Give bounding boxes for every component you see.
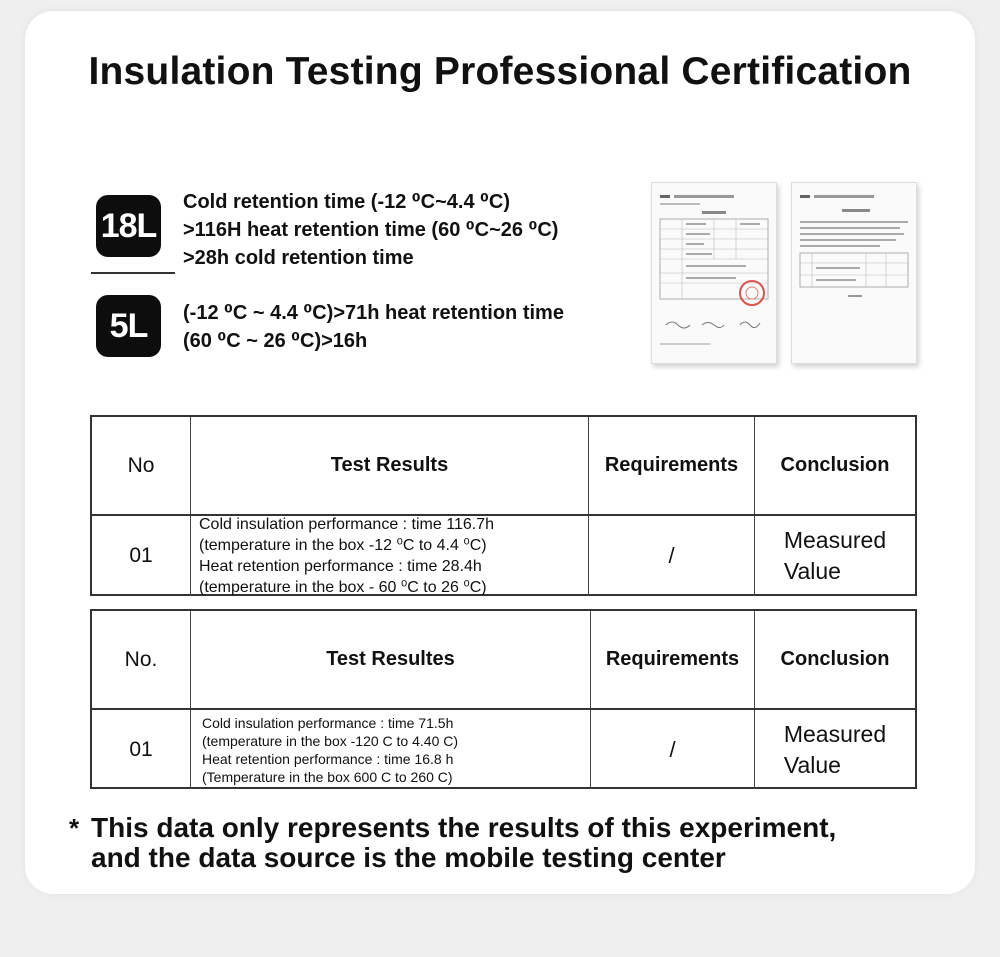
row-cell <box>754 710 915 789</box>
results-table-18l <box>90 415 917 596</box>
result-line: Cold insulation performance : time 116.7h <box>199 516 494 533</box>
header-conclusion: Conclusion <box>780 648 890 670</box>
header-cell <box>190 611 590 708</box>
header-requirements: Requirements <box>605 648 740 670</box>
row-conclusion <box>784 525 886 587</box>
header-cell <box>190 417 588 514</box>
row-no: 01 <box>129 544 153 567</box>
spec-line: (60 ⁰C ~ 26 ⁰C)>16h <box>183 330 368 352</box>
row-cell <box>92 516 190 596</box>
header-cell <box>754 611 915 708</box>
row-cell <box>588 516 754 596</box>
conclusion-line: Measured <box>783 527 887 553</box>
header-conclusion: Conclusion <box>780 454 890 476</box>
disclaimer-line: This data only represents the results of this experiment, <box>91 812 837 843</box>
spec-line: (-12 ⁰C ~ 4.4 ⁰C)>71h heat retention time <box>183 302 564 324</box>
spec-text-5l <box>183 299 564 355</box>
row-cell <box>590 710 754 789</box>
result-line: (Temperature in the box 600 C to 260 C) <box>202 768 453 785</box>
result-line: (temperature in the box - 60 ⁰C to 26 ⁰C) <box>199 579 487 596</box>
row-no: 01 <box>129 737 153 761</box>
header-results: Test Resultes <box>326 648 455 670</box>
disclaimer-line: and the data source is the mobile testing center <box>91 842 726 873</box>
conclusion-line: Value <box>783 751 841 778</box>
spec-text-18l <box>183 188 558 272</box>
certificate-document-image <box>651 182 777 364</box>
header-results: Test Results <box>330 454 449 476</box>
capacity-badge-18l: 18L <box>96 195 161 257</box>
row-results <box>202 714 458 786</box>
table-header-row <box>92 611 915 708</box>
row-requirements: / <box>668 543 675 568</box>
header-no: No <box>127 453 155 477</box>
spec-line: Cold retention time (-12 ⁰C~4.4 ⁰C) <box>183 191 511 213</box>
header-cell <box>92 611 190 708</box>
header-requirements: Requirements <box>604 454 739 476</box>
header-cell <box>92 417 190 514</box>
spec-line: >116H heat retention time (60 ⁰C~26 ⁰C) <box>183 219 559 241</box>
table-row <box>92 514 915 596</box>
capacity-badge-5l: 5L <box>96 295 161 357</box>
header-cell <box>590 611 754 708</box>
asterisk-marker: * <box>69 813 80 843</box>
row-requirements: / <box>669 736 676 762</box>
divider <box>91 272 175 274</box>
row-cell <box>92 710 190 789</box>
result-line: (temperature in the box -120 C to 4.40 C) <box>202 732 459 749</box>
results-table-5l <box>90 609 917 789</box>
page-title: Insulation Testing Professional Certification <box>88 50 912 93</box>
conclusion-line: Value <box>783 558 841 584</box>
header-cell <box>588 417 754 514</box>
result-line: Heat retention performance : time 16.8 h <box>202 750 454 767</box>
disclaimer <box>69 813 836 873</box>
result-line: Heat retention performance : time 28.4h <box>199 558 482 575</box>
row-cell <box>190 710 590 789</box>
row-conclusion <box>784 719 886 781</box>
certificate-document-image <box>791 182 917 364</box>
row-cell <box>754 516 915 596</box>
spec-line: >28h cold retention time <box>183 247 414 269</box>
result-line: (temperature in the box -12 ⁰C to 4.4 ⁰C) <box>199 537 487 554</box>
row-cell <box>190 516 588 596</box>
table-header-row <box>92 417 915 514</box>
row-results <box>199 514 494 598</box>
table-row <box>92 708 915 789</box>
conclusion-line: Measured <box>783 720 887 747</box>
header-no: No. <box>124 647 158 671</box>
result-line: Cold insulation performance : time 71.5h <box>202 714 454 731</box>
header-cell <box>754 417 915 514</box>
